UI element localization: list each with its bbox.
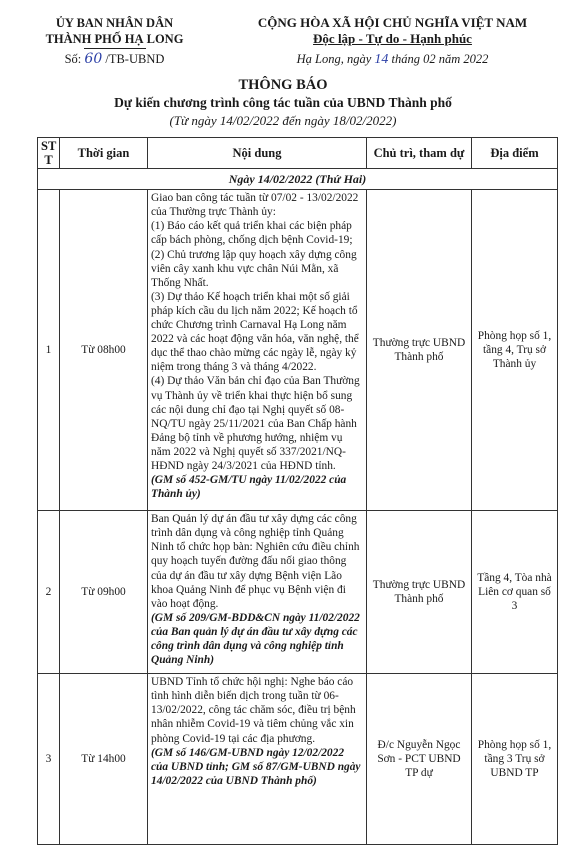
header-chair: Chủ trì, tham dự — [367, 138, 472, 169]
row-content: UBND Tỉnh tổ chức hội nghị: Nghe báo cáo tình hình diễn biến dịch trong tuần từ 06-13/02/2022, công tác chăm sóc, điều trị bệnh nhân nhiễm Covid-19 và tiêm chủng vắc xin phòng Covid-19 tại các địa phương. — [151, 676, 356, 745]
header-content: Nội dung — [148, 138, 367, 169]
place-date-suffix: tháng 02 năm 2022 — [391, 52, 489, 66]
issuer-line-2: THÀNH PHỐ HẠ LONG — [45, 32, 184, 46]
issuer-line-1: ỦY BAN NHÂN DÂN — [55, 16, 174, 30]
row-place: Tầng 4, Tòa nhà Liên cơ quan số 3 — [472, 511, 558, 674]
row-stt: 3 — [38, 674, 60, 845]
row-stt: 1 — [38, 190, 60, 511]
header-time: Thời gian — [60, 138, 148, 169]
country-name: CỘNG HÒA XÃ HỘI CHỦ NGHĨA VIỆT NAM — [257, 15, 528, 30]
document-number-handwritten: 60 — [84, 51, 103, 67]
row-time: Từ 09h00 — [60, 511, 148, 674]
notice-subtitle: Dự kiến chương trình công tác tuần của UBND Thành phố — [114, 95, 452, 110]
row-note: (GM số 146/GM-UBND ngày 12/02/2022 của UBND tỉnh; GM số 87/GM-UBND ngày 14/02/2022 của UBND Thành phố) — [151, 746, 361, 787]
row-stt: 2 — [38, 511, 60, 674]
row-note: (GM số 452-GM/TU ngày 11/02/2022 của Thành ủy) — [151, 474, 347, 501]
schedule-table — [37, 137, 558, 845]
row-content-cell — [148, 511, 367, 674]
header-place: Địa điểm — [472, 138, 558, 169]
row-content: Giao ban công tác tuần từ 07/02 - 13/02/2022 của Thường trực Thành ủy: (1) Báo cáo kết quả triển khai các biện pháp cấp bách phòng, chống dịch bệnh Covid-19; (2) Chủ trương lập quy hoạch xây dựng công viên cây xanh khu vực chân Núi Mằn, xã Thống Nhất. (3) Dự thảo Kế hoạch triển khai một số giải pháp kích cầu du lịch năm 2022; Kế hoạch tổ chức Chương trình Carnaval Hạ Long năm 2022 và các hoạt động văn hóa, văn nghệ, thể dục thể thao chào mừng các ngày lễ, ngày kỷ niệm trong tháng 3 và tháng 4/2022. (4) Dự thảo Văn bản chỉ đạo của Ban Thường vụ Thành ủy về triển khai thực hiện bổ sung các nội dung chỉ đạo tại Nghị quyết số 08-NQ/TU ngày 25/11/2021 của Ban Chấp hành Đảng bộ tỉnh về phương hướng, nhiệm vụ năm 2022 và Nghị quyết số 337/2021/NQ-HĐND ngày 24/3/2021 của HĐND tỉnh. — [151, 192, 360, 472]
place-date-prefix: Hạ Long, ngày — [296, 52, 372, 66]
row-time: Từ 08h00 — [60, 190, 148, 511]
day-label: Ngày 14/02/2022 (Thứ Hai) — [38, 169, 558, 190]
row-place: Phòng họp số 1, tầng 4, Trụ sở Thành ủy — [472, 190, 558, 511]
place-date-day-handwritten: 14 — [374, 52, 389, 67]
row-content-cell — [148, 190, 367, 511]
national-header — [235, 15, 550, 68]
row-time: Từ 14h00 — [60, 674, 148, 845]
document-number — [22, 51, 207, 67]
row-chair: Đ/c Nguyễn Ngọc Sơn - PCT UBND TP dự — [367, 674, 472, 845]
day-row — [38, 169, 558, 190]
table-row — [38, 674, 558, 845]
table-row — [38, 511, 558, 674]
notice-date-range: (Từ ngày 14/02/2022 đến ngày 18/02/2022) — [169, 113, 397, 128]
row-place: Phòng họp số 1, tầng 3 Trụ sở UBND TP — [472, 674, 558, 845]
row-chair: Thường trực UBND Thành phố — [367, 511, 472, 674]
row-note: (GM số 209/GM-BDD&CN ngày 11/02/2022 của Ban quản lý dự án đầu tư xây dựng các công trình dân dụng và công nghiệp tỉnh Quảng Ninh) — [151, 611, 360, 667]
national-motto: Độc lập - Tự do - Hạnh phúc — [313, 31, 472, 46]
issuer-block — [22, 15, 207, 67]
row-content: Ban Quản lý dự án đầu tư xây dựng các công trình dân dụng và công nghiệp tỉnh Quảng Ninh tổ chức họp bàn: Nghiên cứu điều chỉnh quy hoạch tuyến đường đấu nối giao thông của dự án đầu tư xây dựng Bệnh viện Lão khoa Quảng Ninh để phục vụ Bệnh viện đi vào hoạt động. — [151, 513, 360, 610]
row-chair: Thường trực UBND Thành phố — [367, 190, 472, 511]
table-row — [38, 190, 558, 511]
place-date — [235, 51, 550, 68]
document-number-suffix: /TB-UBND — [105, 52, 165, 66]
row-content-cell — [148, 674, 367, 845]
document-number-prefix: Số: — [64, 52, 82, 66]
table-header-row — [38, 138, 558, 169]
issuer-divider — [84, 48, 146, 49]
notice-title: THÔNG BÁO — [238, 77, 328, 93]
header-stt: ST T — [38, 138, 60, 169]
